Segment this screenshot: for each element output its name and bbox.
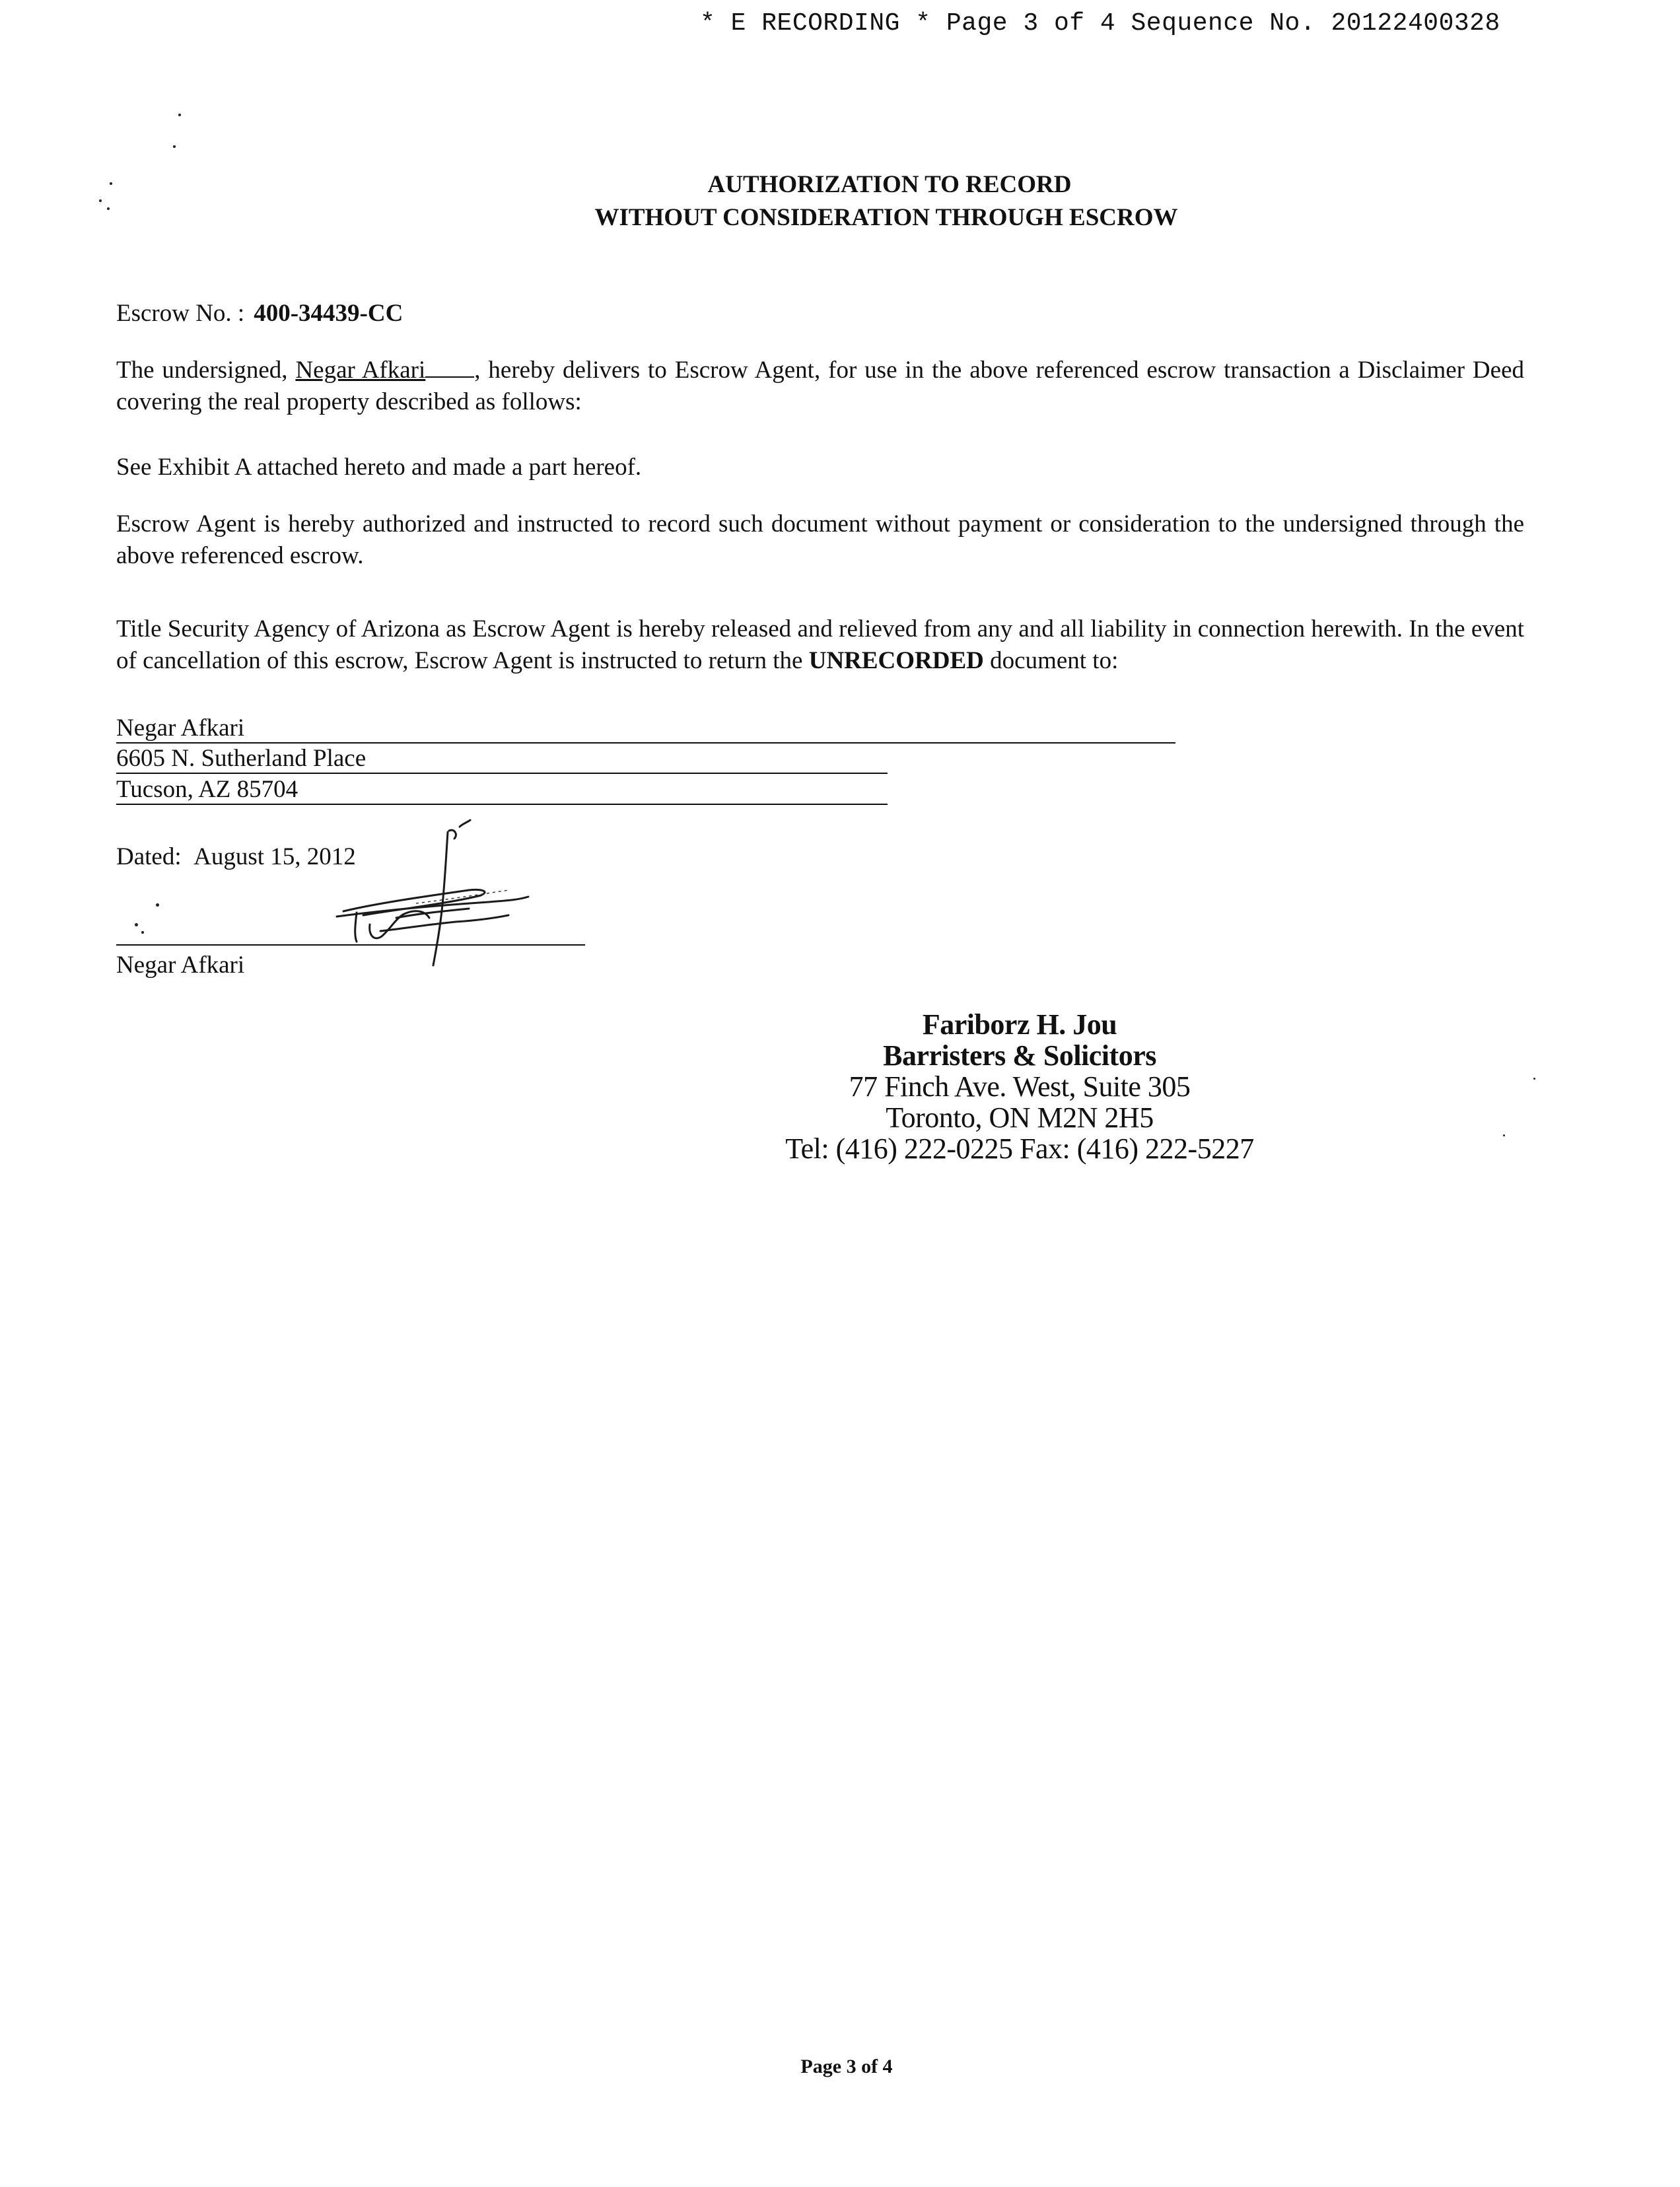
scan-speck: [156, 903, 159, 907]
return-street-line: 6605 N. Sutherland Place: [116, 745, 888, 774]
signature-line: [116, 944, 585, 946]
delivery-intro: The undersigned,: [116, 357, 296, 384]
escrow-label: Escrow No. :: [116, 300, 245, 327]
escrow-number: 400-34439-CC: [254, 300, 403, 327]
name-blank-line: [425, 357, 474, 378]
law-firm-stamp: [660, 1009, 1379, 1164]
delivery-rest: , hereby delivers to Escrow Agent, for use in the above referenced escrow transaction a Disclaimer Deed covering the real property described as follows:: [116, 357, 1524, 415]
dated-label: Dated:: [116, 843, 182, 870]
return-name-line: Negar Afkari: [116, 714, 1175, 744]
escrow-number-line: [116, 299, 403, 328]
handwritten-signature: [317, 819, 568, 971]
firm-phones: Tel: (416) 222-0225 Fax: (416) 222-5227: [785, 1132, 1254, 1165]
title-line-1: AUTHORIZATION TO RECORD: [707, 171, 1072, 198]
firm-street: 77 Finch Ave. West, Suite 305: [849, 1070, 1191, 1103]
page-number: Page 3 of 4: [800, 2056, 893, 2077]
exhibit-paragraph: See Exhibit A attached hereto and made a part hereof.: [116, 454, 642, 481]
release-paragraph: [116, 613, 1524, 677]
firm-subtitle: Barristers & Solicitors: [883, 1039, 1156, 1072]
scan-speck: [1503, 1134, 1505, 1136]
release-text-end: document to:: [983, 647, 1119, 674]
undersigned-name: Negar Afkari: [295, 357, 426, 384]
scan-speck: [173, 145, 176, 148]
scan-speck: [141, 931, 144, 934]
scan-speck: [135, 923, 138, 926]
document-title: [0, 168, 1680, 234]
unrecorded-emphasis: UNRECORDED: [808, 647, 984, 674]
release-text: Title Security Agency of Arizona as Escrow Agent is hereby released and relieved from any and all liability in connection herewith. In the event of cancellation of this escrow, Escrow Agent is instructed to return the: [116, 615, 1524, 674]
title-line-2: WITHOUT CONSIDERATION THROUGH ESCROW: [594, 204, 1178, 231]
return-city-line: Tucson, AZ 85704: [116, 776, 888, 805]
firm-city: Toronto, ON M2N 2H5: [886, 1101, 1154, 1134]
recording-header-stamp: * E RECORDING * Page 3 of 4 Sequence No. 20122400328: [700, 9, 1500, 38]
signer-name: Negar Afkari: [116, 952, 245, 979]
delivery-paragraph: [116, 355, 1524, 418]
authorization-paragraph: Escrow Agent is hereby authorized and instructed to record such document without payment or consideration to the undersigned through the above referenced escrow.: [116, 510, 1524, 569]
firm-name: Fariborz H. Jou: [922, 1008, 1117, 1041]
scan-speck: [178, 114, 181, 116]
signature-date: August 15, 2012: [193, 843, 356, 870]
scan-speck: [1533, 1078, 1535, 1080]
